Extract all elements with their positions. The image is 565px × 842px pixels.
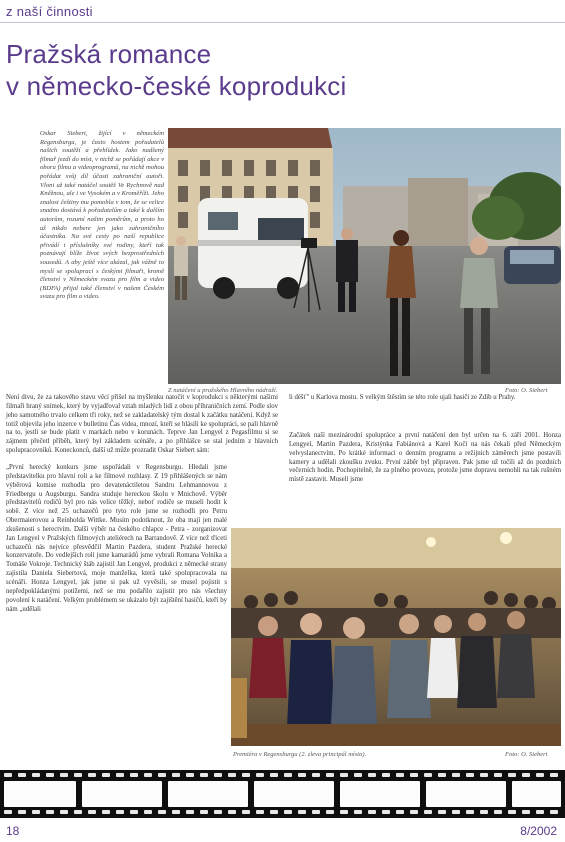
film-frame: [512, 781, 561, 807]
article-intro: Oskar Siebert, žijící v německém Regensburgu, je často hostem pořadatelů našich soutěží a přehlídek. Jako nadšený filmař jezdí do míst, v nichž se pořádají akce v oboru filmu a videoprogramů, na nichž mohou pořádat svůj díl účasti zahraniční autoři. Vloni už také natáčel soutěž Ve Rychnově nad Kněžnou, ale i ve Vysokém a v Kroměříži. Jeho znalost češtiny mu pomohla v tom, že se velice snadno dostává k pořadatelům a také k dalším autorům, rozumí našim poměrům, a proto ho už nikdo nebere jen jako zahraničního účastníka. Na své cesty po naší republice přivádí i příslušníky své rodiny, kteří tak poznávají blíže život svých bezprostředních sousedů. A aby ještě více ukázal, jak vážně to myslí se spoluprací s českými filmaři, kromě členství v Německém svazu pro film a video (BDFA) přijal také členství v našem Českém svazu pro film a video.: [40, 130, 164, 301]
film-frame: [168, 781, 248, 807]
film-frame: [426, 781, 506, 807]
filmstrip-perforation-top: [0, 773, 565, 779]
body-column-right-top: li déšť" u Karlova mostu. S velkým štěstím se této role ujali hasiči ze Zdib u Prahy.: [289, 394, 516, 401]
premiere-photo-image: [231, 528, 561, 746]
premiere-photo: [231, 528, 561, 746]
filming-photo-credit: Foto: O. Siebert: [505, 387, 548, 394]
article-title: [6, 38, 426, 102]
body-column-right: Začátek naší mezinárodní spolupráce a první natáčení den byl určen na 6. září 2001. Honza Lengyel, Martin Pazdera, Kristýnka Fabiánová a Karel Kočí na nás čekali před Německým velvyslanectvím. Po krátké informaci o denním programu a režijních záměrech jsme postavili kamery a udělali zkoušku zvuku. První záběr byl připraven. Pak jsme už točili až do pozdních večerních hodin. Pochopitelně, že za plného provozu, protože jsme dopravu nemohli na tak rušném místě zastavit. Museli jsme: [289, 432, 561, 484]
film-frame: [4, 781, 76, 807]
premiere-photo-credit: Foto: O. Siebert: [505, 751, 548, 758]
film-frame: [82, 781, 162, 807]
premiere-photo-caption: Premiéra v Regensburgu (2. zleva principál místa).: [233, 751, 367, 758]
issue-number: 8/2002: [520, 824, 557, 838]
article-title-text: Pražská romance v německo-české koprodukci: [6, 39, 347, 101]
filmstrip-frames: [0, 781, 565, 807]
body-column-left-quote: „První herecký konkurs jsme uspořádali v Regensburgu. Hledali jsme představitelku pro hlavní roli a ke filmové rozhlasy. Z 19 přihlášených se nám výběrová komise rozhodla pro devatenáctiletou Sandru Lehmannovou z Friedbergu u Augsburgu. Sandra studuje hereckou školu v Mnichově. Výběr představitelů rodičů byl pro nás velice těžký, neboť rodiče se museli hodit k sobě. Z více než 25 uchazečů pro tyto role jsme se rozhodli pro Petru Obermaierovou a Reinholda Wittke. Musím podotknout, že oba mají jen malé zkušenosti s herectvím. Další výběr na českého chlapce - Petra - zorganizovat Jan Lengyel v Pražských filmových ateliérech na Barrandově. Z více než třiceti uchazečů nás nejvíce přesvědčil Martin Pazdera, student Pražské herecké konzervatoře. Do vedlejších rolí jsme kamarádů jsme vybrali Romana Volníka a Tomáše Vokroje. Technický štáb zajistil Jan Lengyel, produkci z německé strany zajistila Daniela Siebertová, moje manželka, která také spolupracovala na scénáři. Honza Lengyel, jak jsme si pak už vyvěsili, se musel pojistit s nepředpokládanými potížemi, než se mu podařilo zajistit pro nás všechny povolení k natáčení. Velkým problémem se ukázalo být zajištění hasičů, kteří by nám „udělali: [6, 464, 227, 613]
page-number: 18: [6, 824, 20, 838]
film-frame: [254, 781, 334, 807]
film-frame: [340, 781, 420, 807]
filming-photo: [168, 128, 561, 384]
filmstrip-perforation-bottom: [0, 810, 565, 816]
header-rule: [0, 22, 565, 23]
filming-photo-caption: Z natáčení u pražského Hlavního nádraží.: [168, 387, 278, 394]
filming-photo-image: [168, 128, 561, 384]
section-label: z naší činnosti: [6, 4, 93, 19]
filmstrip-decoration: [0, 770, 565, 818]
body-column-left: Není divu, že za takového stavu věcí přišel na myšlenku natočit v koprodukci s některými našimi filmaři hraný snímek, který by vyjadřoval vztah mladých lidí z obou příhraničních zemí. Podle slov jeho samotného trvalo celkem tři roky, než se zakladatelský tým dostal k začátku natáčení. Když se totiž objevila jeho inzerce v bulletinu Čas videa, mnozí, kteří se hlásili ke spolupráci, se pali hlavně na to, jestli se bude platit v markách nebo v korunách. Teprve Jan Lengyel z Pegasfilmu si se zájmem přečetl příběh, který byl základem scénáře, a po přihlášce se stal jedním z hlavních spolupracovníků. Koneckonců, další už může prozradit Oskar Siebert sám:: [6, 394, 278, 455]
